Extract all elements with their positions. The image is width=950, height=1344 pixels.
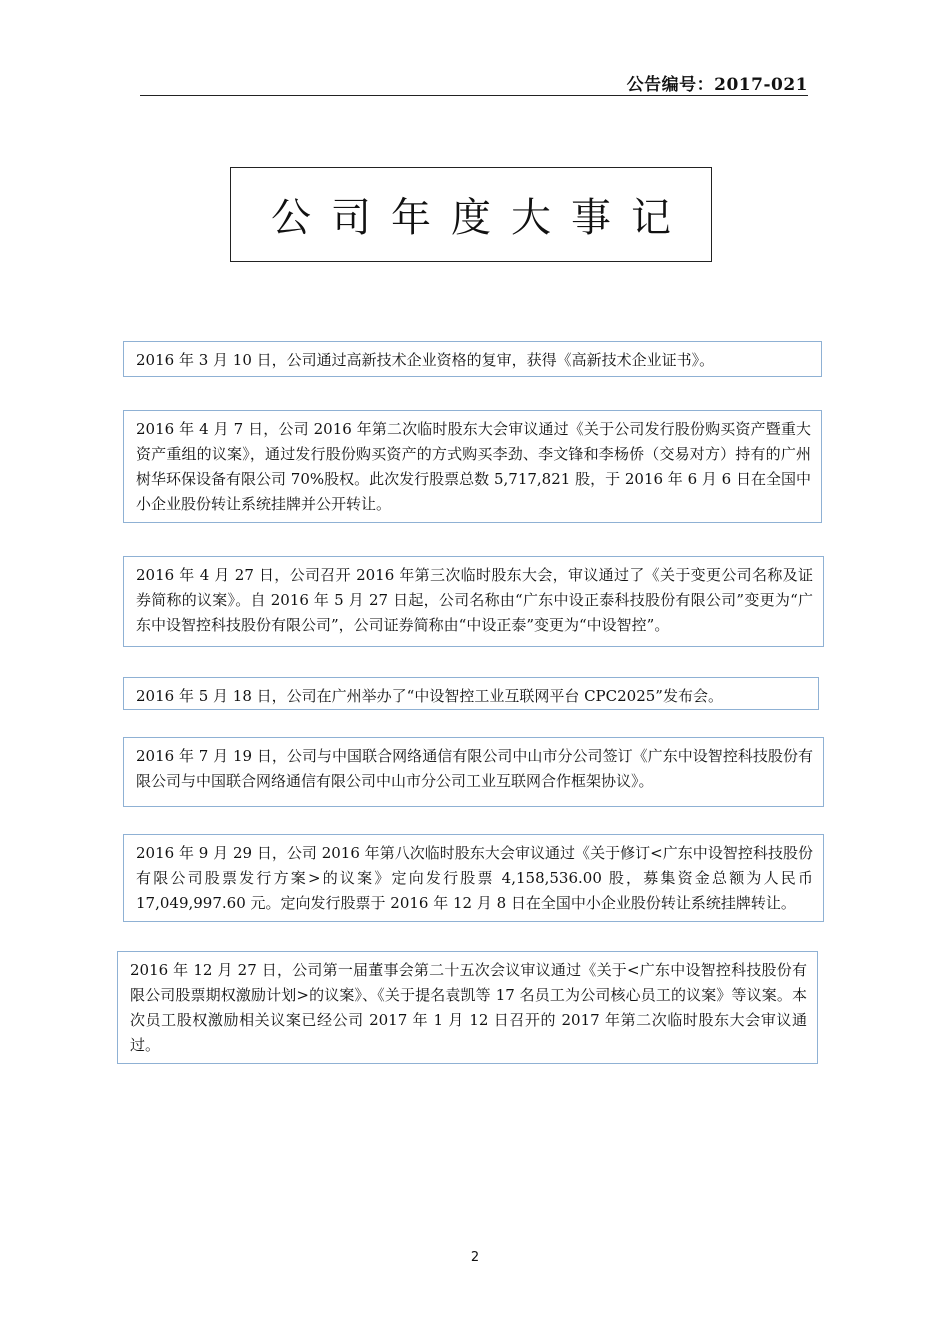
event-box-3: 2016 年 4 月 27 日，公司召开 2016 年第三次临时股东大会，审议通过了《关于变更公司名称及证券简称的议案》。自 2016 年 5 月 27 日起，公司名称由“广东中设正泰科技股份有限公司”变更为“广东中设智控科技股份有限公司”，公司证券简称由“中设正泰”变更为“中设智控”。 [123,556,824,647]
event-box-4: 2016 年 5 月 18 日，公司在广州举办了“中设智控工业互联网平台 CPC2025”发布会。 [123,677,819,710]
header-divider [140,95,808,96]
announcement-number: 公告编号：2017-021 [626,75,808,95]
page-number: 2 [470,1250,480,1265]
event-box-6: 2016 年 9 月 29 日，公司 2016 年第八次临时股东大会审议通过《关于修订<广东中设智控科技股份有限公司股票发行方案>的议案》定向发行股票 4,158,536.00 股，募集资金总额为人民币 17,049,997.60 元。定向发行股票于 2016 年 12 月 8 日在全国中小企业股份转让系统挂牌转让。 [123,834,824,922]
page-title: 公司年度大事记 [271,195,691,241]
event-box-7: 2016 年 12 月 27 日，公司第一届董事会第二十五次会议审议通过《关于<广东中设智控科技股份有限公司股票期权激励计划>的议案》、《关于提名袁凯等 17 名员工为公司核心员工的议案》等议案。本次员工股权激励相关议案已经公司 2017 年 1 月 12 日召开的 2017 年第二次临时股东大会审议通过。 [117,951,818,1064]
event-box-1: 2016 年 3 月 10 日，公司通过高新技术企业资格的复审，获得《高新技术企业证书》。 [123,341,822,377]
event-box-2: 2016 年 4 月 7 日，公司 2016 年第二次临时股东大会审议通过《关于公司发行股份购买资产暨重大资产重组的议案》，通过发行股份购买资产的方式购买李劲、李文锋和李杨侨（交易对方）持有的广州树华环保设备有限公司 70%股权。此次发行股票总数 5,717,821 股，于 2016 年 6 月 6 日在全国中小企业股份转让系统挂牌并公开转让。 [123,410,822,523]
event-box-5: 2016 年 7 月 19 日，公司与中国联合网络通信有限公司中山市分公司签订《广东中设智控科技股份有限公司与中国联合网络通信有限公司中山市分公司工业互联网合作框架协议》。 [123,737,824,807]
title-frame [230,167,712,262]
